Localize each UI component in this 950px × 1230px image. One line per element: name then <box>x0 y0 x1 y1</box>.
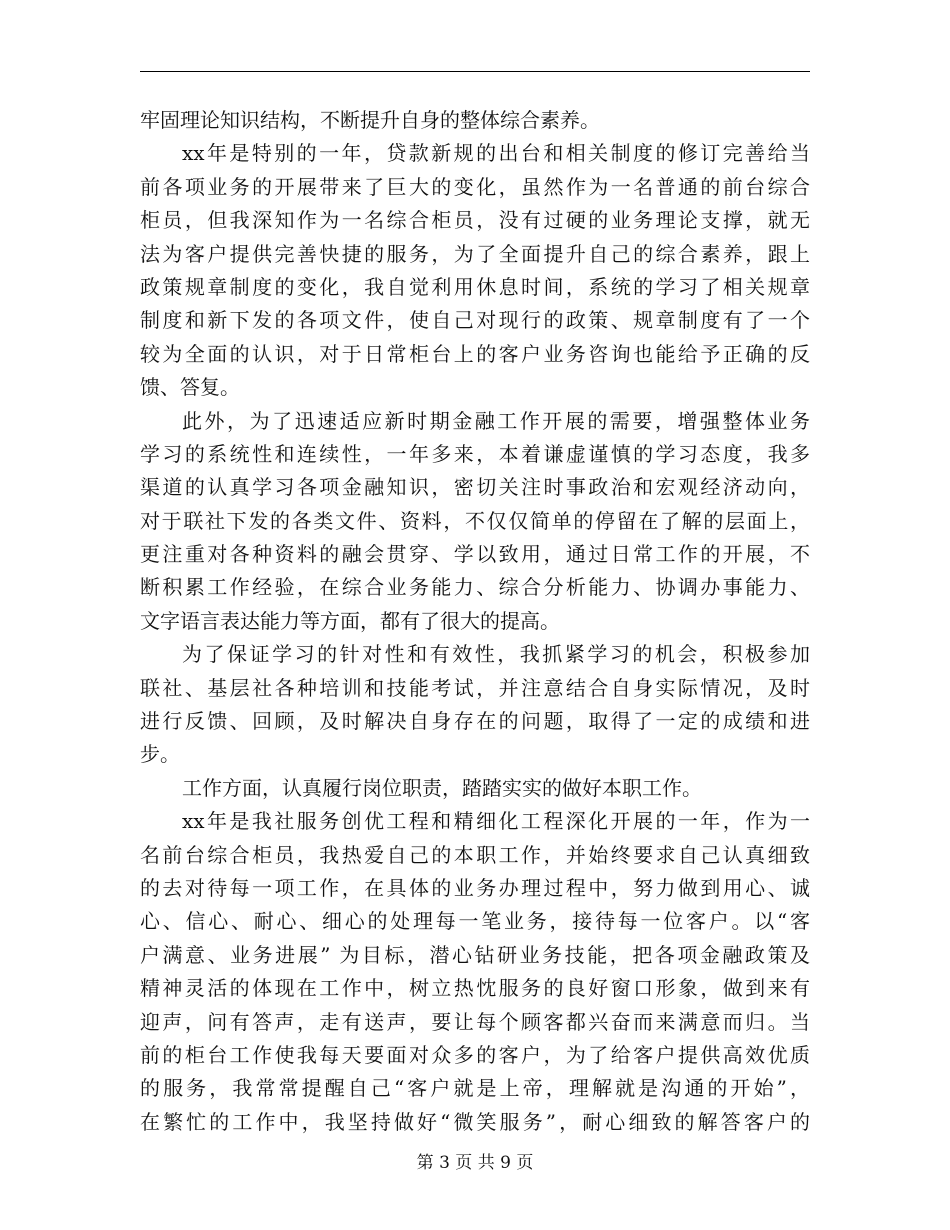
text-line: xx年是特别的一年，贷款新规的出台和相关制度的修订完善给当 <box>182 141 810 166</box>
text-line: 较为全面的认识，对于日常柜台上的客户业务咨询也能给予正确的反 <box>140 341 810 366</box>
text-line: 为了保证学习的针对性和有效性，我抓紧学习的机会，积极参加 <box>182 642 810 667</box>
text-line: 名前台综合柜员，我热爱自己的本职工作，并始终要求自己认真细致 <box>140 842 810 867</box>
text-line: 渠道的认真学习各项金融知识，密切关注时事政治和宏观经济动向， <box>140 475 810 500</box>
text-line: 断积累工作经验，在综合业务能力、综合分析能力、协调办事能力、 <box>140 575 810 600</box>
text-line: 工作方面，认真履行岗位职责，踏踏实实的做好本职工作。 <box>182 775 702 800</box>
text-line: 学习的系统性和连续性，一年多来，本着谦虚谨慎的学习态度，我多 <box>140 441 810 466</box>
text-line: 制度和新下发的各项文件，使自己对现行的政策、规章制度有了一个 <box>140 308 810 333</box>
text-line: 文字语言表达能力等方面，都有了很大的提高。 <box>140 608 560 633</box>
text-line: 户满意、业务进展” 为目标，潜心钻研业务技能，把各项金融政策及 <box>140 942 810 967</box>
text-line: 在繁忙的工作中，我坚持做好“微笑服务”，耐心细致的解答客户的 <box>140 1109 810 1134</box>
text-line: 步。 <box>140 742 180 767</box>
page-number-footer: 第 3 页 共 9 页 <box>416 1153 534 1173</box>
text-line: 馈、答复。 <box>140 375 240 400</box>
text-line: 精神灵活的体现在工作中，树立热忱服务的良好窗口形象，做到来有 <box>140 976 810 1001</box>
text-line: 前的柜台工作使我每天要面对众多的客户，为了给客户提供高效优质 <box>140 1042 810 1067</box>
text-line: 迎声，问有答声，走有送声，要让每个顾客都兴奋而来满意而归。当 <box>140 1009 810 1034</box>
body-text <box>140 104 810 1139</box>
text-line: 的去对待每一项工作，在具体的业务办理过程中，努力做到用心、诚 <box>140 875 810 900</box>
text-line: 对于联社下发的各类文件、资料，不仅仅简单的停留在了解的层面上， <box>140 508 810 533</box>
text-line: 进行反馈、回顾，及时解决自身存在的问题，取得了一定的成绩和进 <box>140 709 810 734</box>
text-line: 的服务，我常常提醒自己“客户就是上帝，理解就是沟通的开始”， <box>140 1076 810 1101</box>
text-line: 心、信心、耐心、细心的处理每一笔业务，接待每一位客户。以“客 <box>140 909 810 934</box>
text-line: xx年是我社服务创优工程和精细化工程深化开展的一年，作为一 <box>182 809 810 834</box>
text-line: 法为客户提供完善快捷的服务，为了全面提升自己的综合素养，跟上 <box>140 241 810 266</box>
text-line: 牢固理论知识结构，不断提升自身的整体综合素养。 <box>140 108 600 132</box>
text-line: 此外，为了迅速适应新时期金融工作开展的需要，增强整体业务 <box>182 408 810 433</box>
header-rule <box>140 71 810 72</box>
text-line: 联社、基层社各种培训和技能考试，并注意结合自身实际情况，及时 <box>140 675 810 700</box>
text-line: 前各项业务的开展带来了巨大的变化，虽然作为一名普通的前台综合 <box>140 174 810 199</box>
text-line: 柜员，但我深知作为一名综合柜员，没有过硬的业务理论支撑，就无 <box>140 208 810 233</box>
text-line: 更注重对各种资料的融会贯穿、学以致用，通过日常工作的开展，不 <box>140 542 810 567</box>
text-line: 政策规章制度的变化，我自觉利用休息时间，系统的学习了相关规章 <box>140 274 810 299</box>
